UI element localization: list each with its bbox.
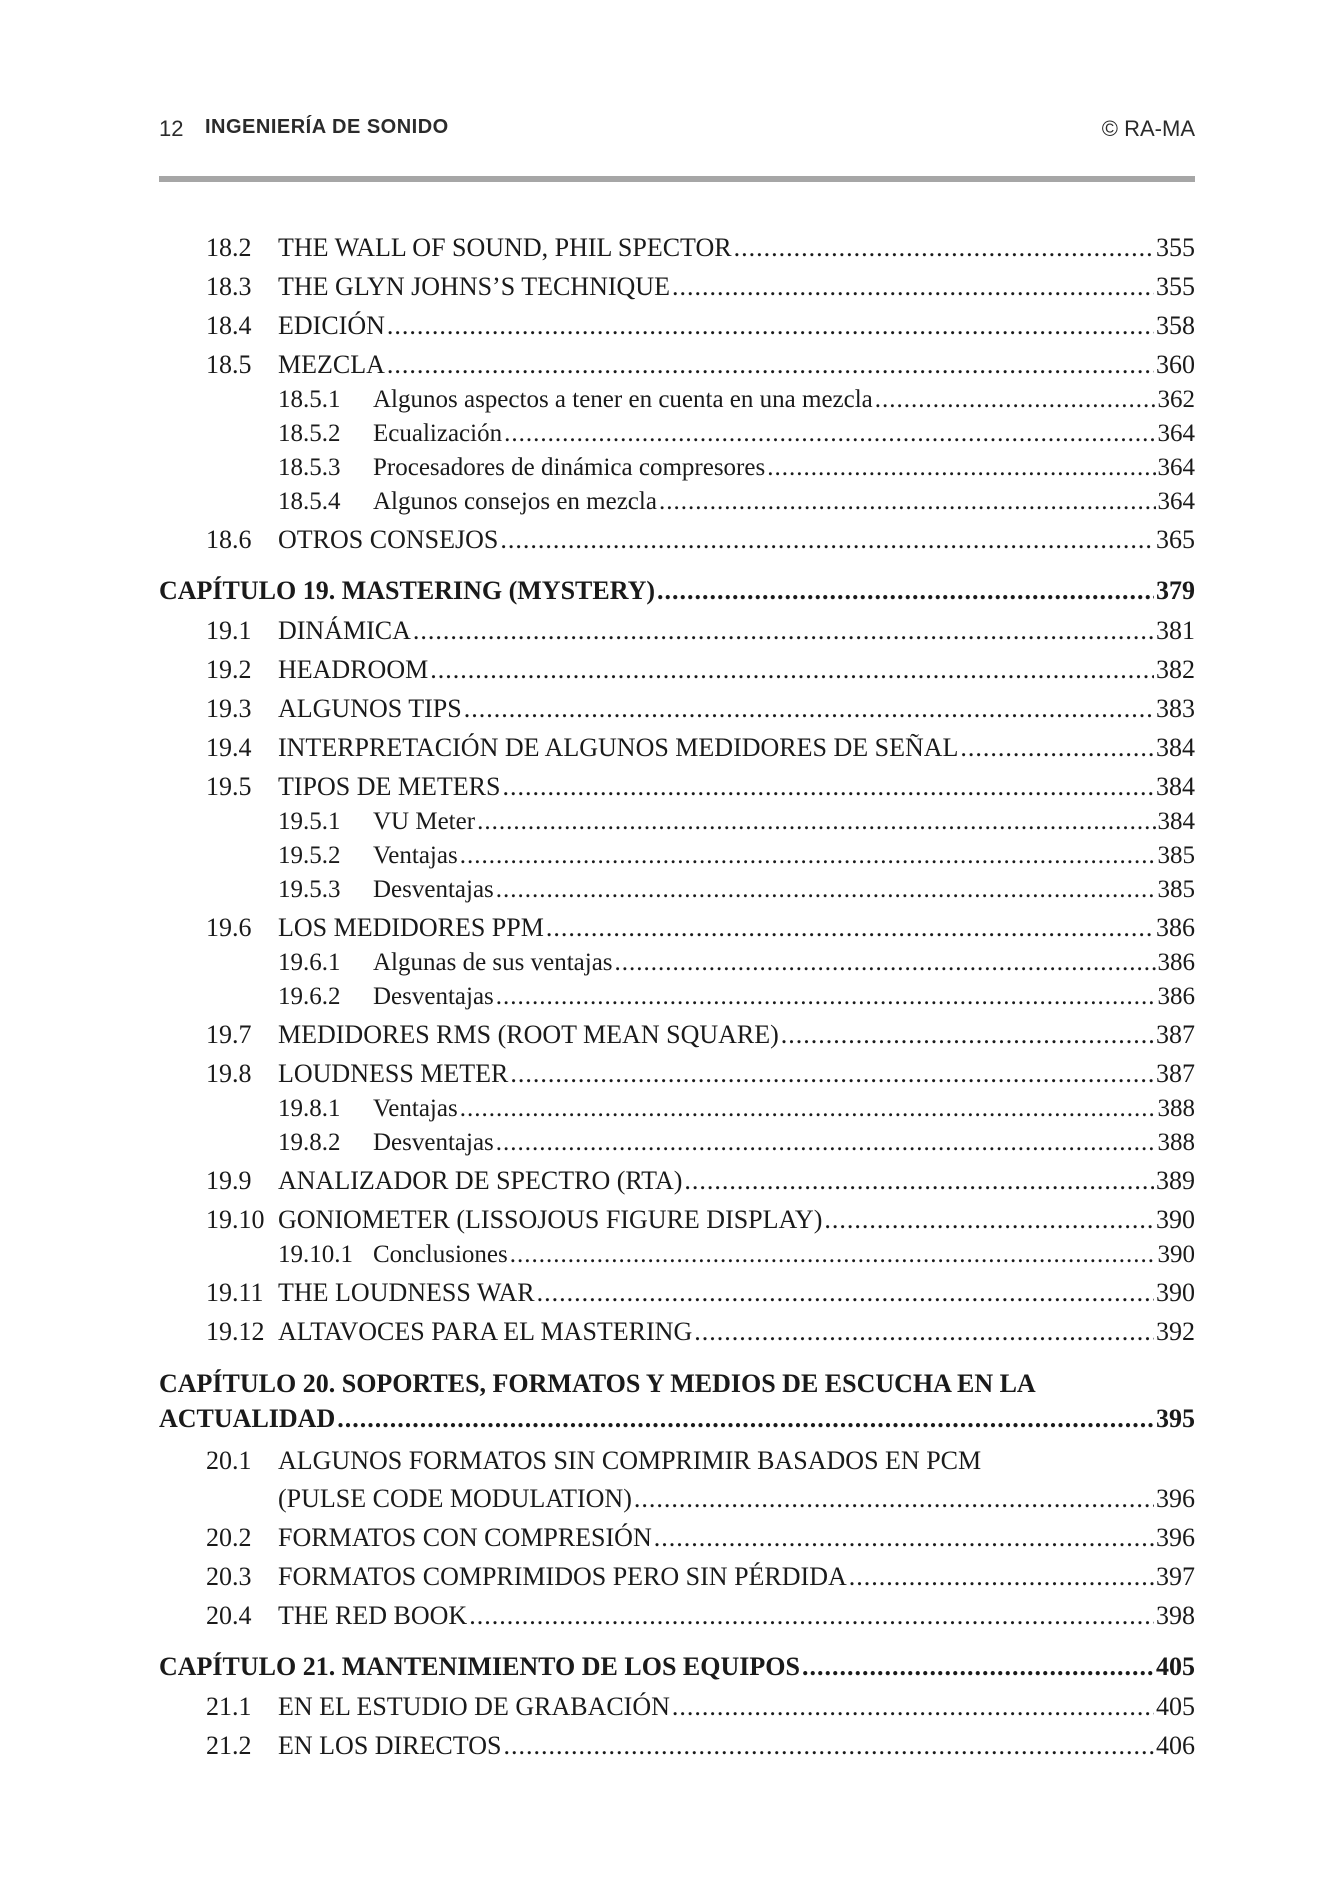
page-ref: 396 xyxy=(1156,1523,1195,1552)
section-number: 19.1 xyxy=(206,616,252,645)
toc-subentry xyxy=(159,981,1195,1013)
dot-leader xyxy=(510,1057,1154,1091)
section-number: 18.4 xyxy=(206,311,252,340)
subsection-number: 18.5.4 xyxy=(278,488,341,515)
section-title: LOS MEDIDORES PPM xyxy=(278,913,544,942)
dot-leader xyxy=(496,874,1156,906)
section-title: GONIOMETER (LISSOJOUS FIGURE DISPLAY) xyxy=(278,1205,823,1234)
dot-leader xyxy=(504,418,1155,450)
header-rule xyxy=(159,176,1195,182)
page-ref: 406 xyxy=(1156,1731,1195,1760)
subsection-number: 19.10.1 xyxy=(278,1241,353,1268)
toc-entry xyxy=(159,614,1195,648)
page-ref: 382 xyxy=(1156,655,1195,684)
page-ref: 386 xyxy=(1156,913,1195,942)
page-ref: 362 xyxy=(1157,386,1195,413)
section-number: 19.2 xyxy=(206,655,252,684)
section-title: LOUDNESS METER xyxy=(278,1059,509,1088)
toc-chapter xyxy=(159,574,1195,608)
page-ref: 360 xyxy=(1156,350,1195,379)
toc-chapter xyxy=(159,1402,1195,1436)
section-number: 18.2 xyxy=(206,233,252,262)
toc-subentry xyxy=(159,486,1195,518)
page-ref: 388 xyxy=(1157,1095,1195,1122)
toc-entry xyxy=(159,770,1195,804)
subsection-number: 19.6.2 xyxy=(278,983,341,1010)
toc-entry xyxy=(159,309,1195,343)
toc-subentry xyxy=(159,874,1195,906)
section-title: ALTAVOCES PARA EL MASTERING xyxy=(278,1317,693,1346)
toc-entry-line1 xyxy=(159,1444,1195,1478)
toc-entry xyxy=(159,653,1195,687)
toc-entry xyxy=(159,1057,1195,1091)
toc-subentry xyxy=(159,947,1195,979)
section-number: 19.11 xyxy=(206,1278,264,1307)
section-title-line1: ALGUNOS FORMATOS SIN COMPRIMIR BASADOS EN PCM xyxy=(278,1446,982,1475)
section-title: THE RED BOOK xyxy=(278,1601,468,1630)
dot-leader xyxy=(510,1239,1156,1271)
page-ref: 385 xyxy=(1157,876,1195,903)
section-title: FORMATOS COMPRIMIDOS PERO SIN PÉRDIDA xyxy=(278,1562,847,1591)
page-ref: 384 xyxy=(1156,772,1195,801)
page-ref: 386 xyxy=(1157,949,1195,976)
page-ref: 398 xyxy=(1156,1601,1195,1630)
page-ref: 405 xyxy=(1156,1652,1195,1681)
toc-entry xyxy=(159,911,1195,945)
toc-subentry xyxy=(159,1093,1195,1125)
section-number: 19.6 xyxy=(206,913,252,942)
section-number: 19.5 xyxy=(206,772,252,801)
section-title: THE GLYN JOHNS’S TECHNIQUE xyxy=(278,272,670,301)
dot-leader xyxy=(634,1482,1154,1516)
section-title: TIPOS DE METERS xyxy=(278,772,501,801)
dot-leader xyxy=(496,1127,1156,1159)
section-number: 19.10 xyxy=(206,1205,265,1234)
section-number: 20.2 xyxy=(206,1523,252,1552)
subsection-title: Conclusiones xyxy=(373,1241,508,1268)
dot-leader xyxy=(502,770,1154,804)
page-ref: 384 xyxy=(1157,808,1195,835)
chapter-title: ACTUALIDAD xyxy=(159,1404,336,1433)
page-ref: 397 xyxy=(1156,1562,1195,1591)
page-ref: 364 xyxy=(1157,488,1195,515)
section-number: 19.4 xyxy=(206,733,252,762)
toc-subentry xyxy=(159,806,1195,838)
section-title: (PULSE CODE MODULATION) xyxy=(278,1484,632,1513)
chapter-title-line1: CAPÍTULO 20. SOPORTES, FORMATOS Y MEDIOS DE ESCUCHA EN LA xyxy=(159,1369,1036,1398)
dot-leader xyxy=(460,1093,1156,1125)
toc-entry xyxy=(159,1729,1195,1763)
dot-leader xyxy=(503,1729,1154,1763)
page-ref: 364 xyxy=(1157,454,1195,481)
toc-subentry xyxy=(159,452,1195,484)
subsection-title: Algunos consejos en mezcla xyxy=(373,488,657,515)
section-title: MEDIDORES RMS (ROOT MEAN SQUARE) xyxy=(278,1020,779,1049)
toc-entry xyxy=(159,270,1195,304)
toc-entry xyxy=(159,1690,1195,1724)
subsection-title: Algunos aspectos a tener en cuenta en una mezcla xyxy=(373,386,873,413)
section-title: INTERPRETACIÓN DE ALGUNOS MEDIDORES DE SEÑAL xyxy=(278,733,959,762)
page-ref: 392 xyxy=(1156,1317,1195,1346)
toc-subentry xyxy=(159,1239,1195,1271)
dot-leader xyxy=(654,1521,1154,1555)
chapter-title: CAPÍTULO 21. MANTENIMIENTO DE LOS EQUIPOS xyxy=(159,1652,800,1681)
page-ref: 355 xyxy=(1156,233,1195,262)
section-title: ALGUNOS TIPS xyxy=(278,694,462,723)
dot-leader xyxy=(469,1599,1154,1633)
page-ref: 390 xyxy=(1156,1205,1195,1234)
page-ref: 381 xyxy=(1156,616,1195,645)
dot-leader xyxy=(413,614,1154,648)
subsection-number: 18.5.2 xyxy=(278,420,341,447)
section-title: HEADROOM xyxy=(278,655,429,684)
dot-leader xyxy=(802,1650,1154,1684)
page-ref: 390 xyxy=(1157,1241,1195,1268)
toc-subentry xyxy=(159,418,1195,450)
page-ref: 379 xyxy=(1156,576,1195,605)
page-ref: 395 xyxy=(1156,1404,1195,1433)
subsection-title: Procesadores de dinámica compresores xyxy=(373,454,766,481)
page-number: 12 xyxy=(159,116,184,141)
section-number: 18.5 xyxy=(206,350,252,379)
book-title: INGENIERÍA DE SONIDO xyxy=(205,116,449,138)
section-title: OTROS CONSEJOS xyxy=(278,525,499,554)
section-title: EN LOS DIRECTOS xyxy=(278,1731,502,1760)
section-number: 20.4 xyxy=(206,1601,252,1630)
running-header xyxy=(159,110,1195,150)
section-number: 19.3 xyxy=(206,694,252,723)
subsection-number: 18.5.3 xyxy=(278,454,341,481)
subsection-title: Ventajas xyxy=(373,1095,458,1122)
chapter-title: CAPÍTULO 19. MASTERING (MYSTERY) xyxy=(159,576,656,605)
page-ref: 358 xyxy=(1156,311,1195,340)
page-ref: 365 xyxy=(1156,525,1195,554)
dot-leader xyxy=(781,1018,1154,1052)
subsection-number: 19.5.1 xyxy=(278,808,341,835)
dot-leader xyxy=(464,692,1154,726)
dot-leader xyxy=(659,486,1156,518)
dot-leader xyxy=(387,309,1154,343)
section-number: 19.9 xyxy=(206,1166,252,1195)
page-ref: 355 xyxy=(1156,272,1195,301)
section-title: THE LOUDNESS WAR xyxy=(278,1278,535,1307)
dot-leader xyxy=(537,1276,1154,1310)
toc-entry xyxy=(159,1521,1195,1555)
dot-leader xyxy=(546,911,1154,945)
toc-entry xyxy=(159,1315,1195,1349)
section-title: ANALIZADOR DE SPECTRO (RTA) xyxy=(278,1166,683,1195)
page-ref: 396 xyxy=(1156,1484,1195,1513)
page-ref: 384 xyxy=(1156,733,1195,762)
subsection-title: Desventajas xyxy=(373,983,494,1010)
section-number: 21.2 xyxy=(206,1731,252,1760)
section-number: 21.1 xyxy=(206,1692,252,1721)
subsection-title: Ventajas xyxy=(373,842,458,869)
page-ref: 387 xyxy=(1156,1059,1195,1088)
section-title: THE WALL OF SOUND, PHIL SPECTOR xyxy=(278,233,732,262)
section-number: 19.12 xyxy=(206,1317,265,1346)
section-title: EDICIÓN xyxy=(278,311,385,340)
subsection-number: 19.5.2 xyxy=(278,842,341,869)
section-number: 20.1 xyxy=(206,1446,252,1475)
publisher-mark: © RA-MA xyxy=(1101,116,1195,141)
toc-entry xyxy=(159,1599,1195,1633)
page-ref: 388 xyxy=(1157,1129,1195,1156)
toc-entry xyxy=(159,1018,1195,1052)
toc-subentry xyxy=(159,1127,1195,1159)
dot-leader xyxy=(387,348,1154,382)
section-number: 18.6 xyxy=(206,525,252,554)
dot-leader xyxy=(477,806,1155,838)
subsection-title: Desventajas xyxy=(373,876,494,903)
dot-leader xyxy=(875,384,1156,416)
section-title: FORMATOS CON COMPRESIÓN xyxy=(278,1523,652,1552)
subsection-title: Ecualización xyxy=(373,420,503,447)
dot-leader xyxy=(337,1402,1154,1436)
section-title: DINÁMICA xyxy=(278,616,411,645)
section-number: 20.3 xyxy=(206,1562,252,1591)
toc-entry xyxy=(159,348,1195,382)
dot-leader xyxy=(460,840,1156,872)
section-number: 19.8 xyxy=(206,1059,252,1088)
dot-leader xyxy=(849,1560,1154,1594)
section-number: 19.7 xyxy=(206,1020,252,1049)
subsection-number: 19.8.1 xyxy=(278,1095,341,1122)
page-ref: 405 xyxy=(1156,1692,1195,1721)
page-ref: 383 xyxy=(1156,694,1195,723)
page-ref: 389 xyxy=(1156,1166,1195,1195)
dot-leader xyxy=(430,653,1154,687)
toc-entry xyxy=(159,1276,1195,1310)
dot-leader xyxy=(672,270,1154,304)
dot-leader xyxy=(694,1315,1154,1349)
subsection-title: Algunas de sus ventajas xyxy=(373,949,613,976)
page-ref: 385 xyxy=(1157,842,1195,869)
toc-chapter xyxy=(159,1650,1195,1684)
dot-leader xyxy=(672,1690,1154,1724)
toc-entry xyxy=(159,523,1195,557)
subsection-number: 18.5.1 xyxy=(278,386,341,413)
toc-subentry xyxy=(159,384,1195,416)
page-ref: 386 xyxy=(1157,983,1195,1010)
toc-entry xyxy=(159,692,1195,726)
toc-entry xyxy=(159,1203,1195,1237)
toc-entry xyxy=(159,731,1195,765)
page-ref: 390 xyxy=(1156,1278,1195,1307)
page-ref: 387 xyxy=(1156,1020,1195,1049)
dot-leader xyxy=(496,981,1156,1013)
subsection-number: 19.8.2 xyxy=(278,1129,341,1156)
toc-subentry xyxy=(159,840,1195,872)
subsection-number: 19.5.3 xyxy=(278,876,341,903)
dot-leader xyxy=(684,1164,1154,1198)
toc-entry xyxy=(159,231,1195,265)
dot-leader xyxy=(734,231,1154,265)
page-ref: 364 xyxy=(1157,420,1195,447)
toc-entry xyxy=(159,1482,1195,1516)
section-number: 18.3 xyxy=(206,272,252,301)
subsection-title: Desventajas xyxy=(373,1129,494,1156)
toc-entry xyxy=(159,1560,1195,1594)
subsection-title: VU Meter xyxy=(373,808,476,835)
dot-leader xyxy=(657,574,1154,608)
section-title: EN EL ESTUDIO DE GRABACIÓN xyxy=(278,1692,670,1721)
dot-leader xyxy=(500,523,1154,557)
section-title: MEZCLA xyxy=(278,350,385,379)
toc-entry xyxy=(159,1164,1195,1198)
dot-leader xyxy=(615,947,1156,979)
dot-leader xyxy=(960,731,1154,765)
dot-leader xyxy=(824,1203,1154,1237)
dot-leader xyxy=(767,452,1155,484)
subsection-number: 19.6.1 xyxy=(278,949,341,976)
